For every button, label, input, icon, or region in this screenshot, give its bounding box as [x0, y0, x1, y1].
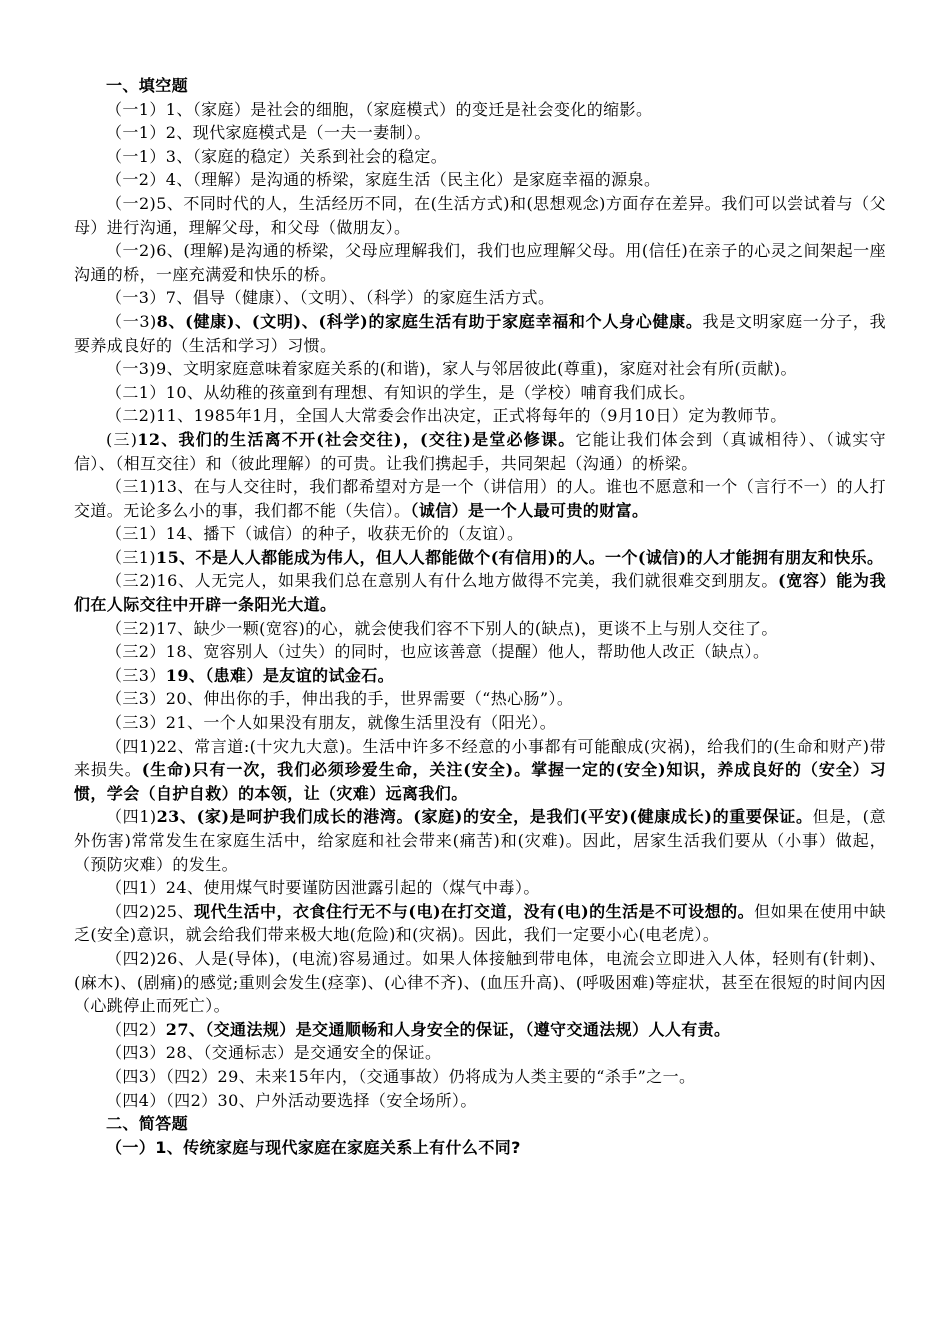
item-text: （三2)16、人无完人，如果我们总在意别人有什么地方做得不完美，我们就很难交到朋友。: [106, 571, 779, 591]
item-text: 我是文明家庭一分子，我要养成良好的（生活和学习）习惯。: [74, 311, 886, 355]
item-prefix: （一3): [106, 311, 157, 331]
item-text: （四1)22、常言道:(十灾九大意)。生活中许多不经意的小事都有可能酿成(灾祸)，给我们的(生命和财产)带来损失。: [74, 736, 886, 780]
list-item: （三2）18、宽容别人（过失）的同时，也应该善意（提醒）他人，帮助他人改正（缺点）。: [106, 642, 770, 662]
list-item: （三2)17、缺少一颗(宽容)的心，就会使我们容不下别人的(缺点)，更谈不上与别人交往了。: [106, 618, 778, 638]
bold-text: 15、不是人人都能成为伟人，但人人都能做个(有信用)的人。一个(诚信)的人才能拥有朋友和快乐。: [156, 547, 884, 567]
list-item: （四2)26、人是(导体)，(电流)容易通过。如果人体接触到带电体，电流会立即进入人体，轻则有(针刺)、(麻木)、(剧痛)的感觉;重则会发生(痉挛)、(心律不齐)、(血压升高)、(呼吸困难)等症状，甚至在很短的时间内因（心跳停止而死亡）。: [74, 948, 886, 1016]
bold-text: 19、（患难）是友谊的试金石。: [165, 665, 395, 685]
list-item: [74, 310, 886, 357]
list-item: （一2)6、(理解)是沟通的桥梁，父母应理解我们，我们也应理解父母。用(信任)在亲子的心灵之间架起一座沟通的桥，一座充满爱和快乐的桥。: [74, 241, 886, 284]
list-item: （三3）20、伸出你的手，伸出我的手，世界需要（“热心肠”）。: [106, 689, 574, 709]
list-item: [74, 1018, 886, 1042]
item-text: 但是，(意外伤害)常常发生在家庭生活中，给家庭和社会带来(痛苦)和(灾难)。因此，居家生活我们要从（小事）做起，（预防灾难）的发生。: [74, 807, 886, 874]
item-prefix: （三3）: [106, 665, 166, 685]
list-item: （三3）21、一个人如果没有朋友，就像生活里没有（阳光）。: [106, 713, 557, 733]
list-item: （一1）3、（家庭的稳定）关系到社会的稳定。: [106, 146, 448, 166]
list-item: （一1）1、（家庭）是社会的细胞，（家庭模式）的变迁是社会变化的缩影。: [106, 99, 653, 119]
item-prefix: （四1): [106, 807, 157, 827]
bold-text: (宽容）能为我们在人际交往中开辟一条阳光大道。: [74, 571, 886, 615]
document-page: [74, 74, 886, 1159]
bold-text: (生命)只有一次，我们必须珍爱生命，关注(安全)。掌握一定的(安全)知识，养成良好的（安全）习惯，学会（自护自救）的本领，让（灾难）远离我们。: [74, 760, 886, 803]
question-item: （一）1、传统家庭与现代家庭在家庭关系上有什么不同?: [106, 1137, 521, 1157]
list-item: [74, 569, 886, 616]
list-item: [74, 475, 886, 522]
bold-text: （诚信）是一个人最可贵的财富。: [410, 500, 649, 520]
item-prefix: （四2)25、: [106, 901, 194, 921]
list-item: （四3）28、（交通标志）是交通安全的保证。: [106, 1043, 442, 1063]
list-item: （三1）14、播下（诚信）的种子，收获无价的（友谊）。: [106, 524, 524, 544]
list-item: （一3)9、文明家庭意味着家庭关系的(和谐)，家人与邻居彼此(尊重)，家庭对社会有所(贡献)。: [106, 359, 797, 379]
list-item: [74, 428, 886, 475]
list-item: （四3）（四2）29、未来15年内，（交通事故）仍将成为人类主要的“杀手”之一。: [106, 1066, 696, 1086]
list-item: （一2)5、不同时代的人，生活经历不同，在(生活方式)和(思想观念)方面存在差异。我们可以尝试着与（父母）进行沟通，理解父母，和父母（做朋友）。: [74, 193, 886, 237]
section-heading-fill-blank: 一、填空题: [106, 76, 189, 95]
list-item: [74, 664, 886, 688]
list-item: [74, 900, 886, 947]
bold-text: 12、我们的生活离不开(社会交往)，(交往)是堂必修课。: [137, 429, 576, 449]
list-item: （一3）7、倡导（健康）、（文明）、（科学）的家庭生活方式。: [106, 288, 555, 308]
bold-text: 现代生活中，衣食住行无不与(电)在打交道，没有(电)的生活是不可设想的。: [193, 901, 755, 921]
list-item: （一2）4、（理解）是沟通的桥梁，家庭生活（民主化）是家庭幸福的源泉。: [106, 170, 661, 190]
list-item: （四4）（四2）30、户外活动要选择（安全场所）。: [106, 1090, 477, 1110]
item-prefix: （三1): [106, 547, 157, 567]
item-prefix: （四2）: [106, 1019, 166, 1039]
item-text: 但如果在使用中缺乏(安全)意识，就会给我们带来极大地(危险)和(灾祸)。因此，我们一定要小心(电老虎）。: [74, 901, 886, 945]
bold-text: 8、(健康)、(文明)、(科学)的家庭生活有助于家庭幸福和个人身心健康。: [156, 311, 703, 331]
list-item: [74, 735, 886, 806]
list-item: （四1）24、使用煤气时要谨防因泄露引起的（煤气中毒）。: [106, 878, 540, 898]
item-text: 它能让我们体会到（真诚相待）、（诚实守信）、（相互交往）和（彼此理解）的可贵。让我们携起手，共同架起（沟通）的桥梁。: [74, 429, 886, 473]
list-item: [74, 805, 886, 876]
item-prefix: (三): [106, 429, 138, 449]
list-item: （二1）10、从幼稚的孩童到有理想、有知识的学生，是（学校）哺育我们成长。: [106, 382, 696, 402]
bold-text: 23、(家)是呵护我们成长的港湾。(家庭)的安全，是我们(平安)(健康成长)的重要保证。: [156, 807, 813, 827]
item-text: （三1)13、在与人交往时，我们都希望对方是一个（讲信用）的人。谁也不愿意和一个（言行不一）的人打交道。无论多么小的事，我们都不能（失信）。: [74, 477, 886, 520]
section-heading-short-answer: 二、简答题: [106, 1114, 189, 1134]
list-item: [74, 546, 886, 570]
bold-text: 27、（交通法规）是交通顺畅和人身安全的保证，（遵守交通法规）人人有责。: [165, 1019, 731, 1039]
list-item: （二2)11、1985年1月，全国人大常委会作出决定，正式将每年的（9月10日）定为教师节。: [106, 406, 787, 426]
list-item: （一1）2、现代家庭模式是（一夫一妻制）。: [106, 123, 431, 143]
